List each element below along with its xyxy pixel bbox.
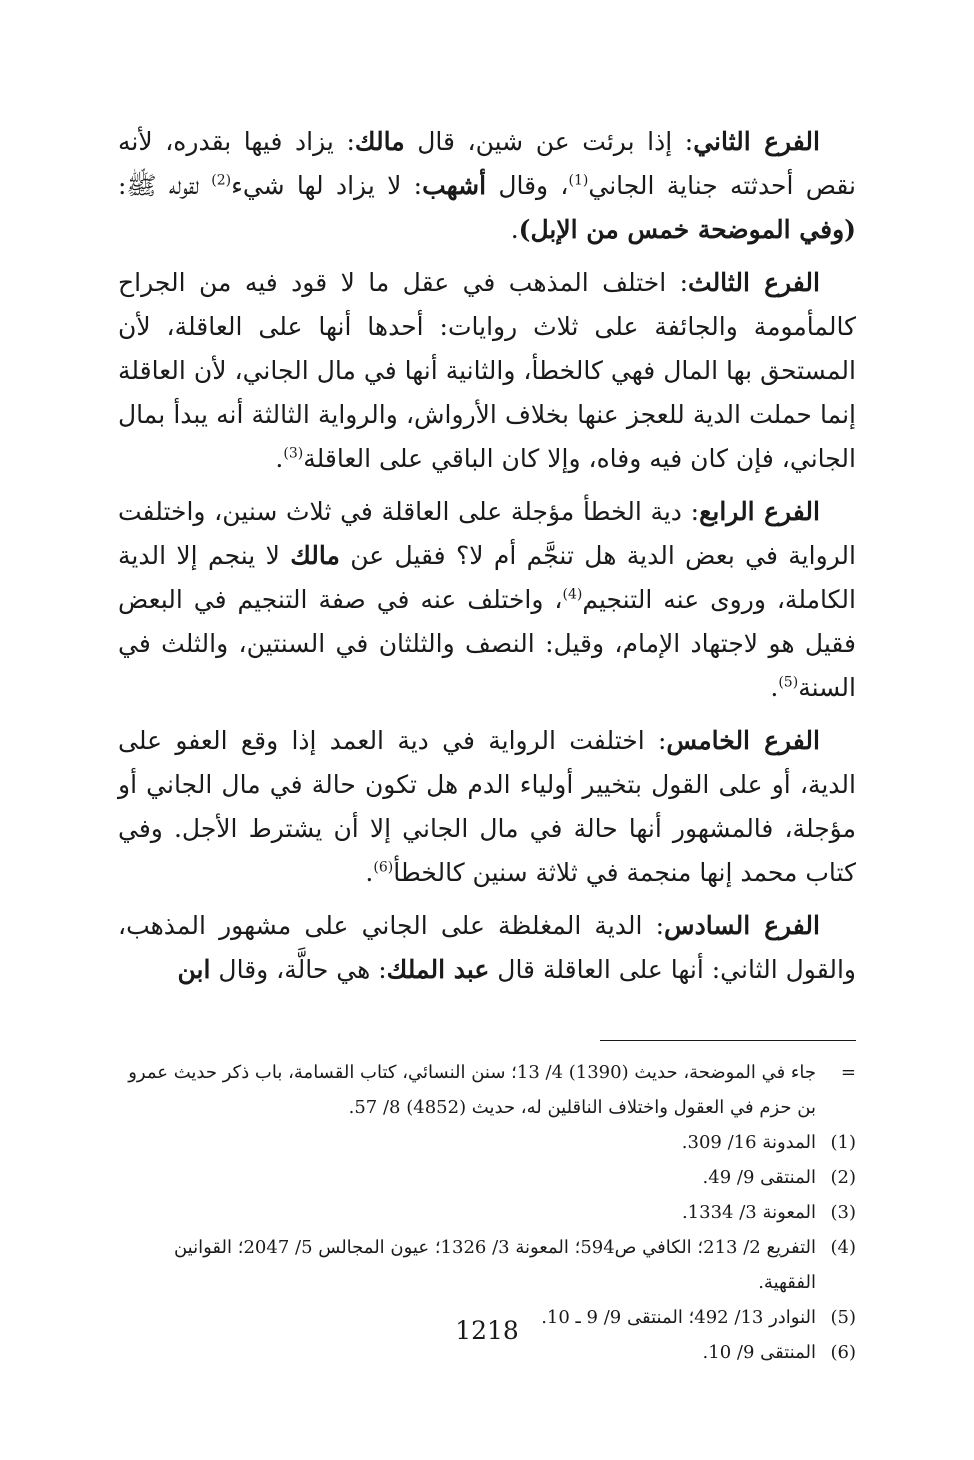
paragraph-text: لقوله ﷺ:	[118, 171, 212, 200]
paragraph-text: : يزاد فيها بقدره، لأنه نقص أحدثته جناية الجاني	[118, 127, 856, 200]
paragraph-text: ، واختلف عنه في صفة التنجيم في البعض فقيل هو لاجتهاد الإمام، وقيل: النصف والثلثان في السنتين، والثلث في السنة	[118, 585, 856, 702]
footnote-reference: (5)	[778, 674, 799, 691]
page-number: 1218	[455, 1316, 519, 1345]
bold-term: أشهب	[422, 171, 487, 200]
footnote-reference: (1)	[568, 172, 589, 189]
main-text	[118, 120, 856, 992]
bold-term: الفرع السادس	[664, 911, 820, 940]
footnote-2	[118, 1160, 856, 1195]
paragraph-3	[118, 490, 856, 710]
paragraph-text: : اختلف المذهب في عقل ما لا قود فيه من الجراح كالمأمومة والجائفة على ثلاث روايات: أحدها أنها على العاقلة، لأن المستحق بها المال فهي كالخطأ، والثانية أنها في مال الجاني، لأن العاقلة إنما حملت الدية للعجز عنها بخلاف الأرواش، والرواية الثالثة أنه يبدأ بمال الجاني، فإن كان فيه وفاه، وإلا كان الباقي على العاقلة	[118, 268, 856, 473]
paragraph-2	[118, 261, 856, 481]
footnote-reference: (3)	[283, 445, 304, 462]
paragraph-text: .	[365, 858, 374, 887]
footnote-text: جاء في الموضحة، حديث (1390) 4/ 13؛ سنن النسائي، كتاب القسامة، باب ذكر حديث عمرو بن حزم في العقول واختلاف الناقلين له، حديث (4852) 8/ 57.	[128, 1062, 816, 1118]
footnote-text: النوادر 13/ 492؛ المنتقى 9/ 9 ـ 10.	[541, 1307, 816, 1328]
paragraph-text: ، وقال	[486, 171, 569, 200]
footnote-text: المدونة 16/ 309.	[681, 1132, 816, 1153]
footnote-text: المنتقى 9/ 49.	[702, 1167, 816, 1188]
footnote-marker: =	[840, 1062, 856, 1083]
bold-term: مالك	[354, 127, 405, 156]
bold-term: مالك	[290, 541, 340, 570]
footnote-divider	[600, 1040, 856, 1041]
paragraph-text: لا ينجم إلا الدية الكاملة، وروى عنه التنجيم	[118, 541, 856, 614]
bold-term: الفرع الخامس	[666, 726, 820, 755]
footnote-reference: (2)	[211, 172, 232, 189]
paragraph-text: : هي حالَّة، وقال	[210, 955, 387, 984]
footnote-text: التفريع 2/ 213؛ الكافي ص594؛ المعونة 3/ 1326؛ عيون المجالس 5/ 2047؛ القوانين الفقهية.	[173, 1237, 816, 1293]
footnote-reference: (6)	[373, 859, 394, 876]
bold-term: الفرع الثالث	[688, 268, 820, 297]
paragraph-text: .	[510, 215, 519, 244]
footnote-text: المنتقى 9/ 10.	[702, 1342, 816, 1363]
paragraph-5	[118, 904, 856, 992]
footnote-4	[118, 1230, 856, 1300]
footnote-text: المعونة 3/ 1334.	[681, 1202, 816, 1223]
paragraph-4	[118, 719, 856, 895]
bold-term: الفرع الثاني	[693, 127, 820, 156]
footnote-3	[118, 1195, 856, 1230]
footnote-1	[118, 1125, 856, 1160]
footnote-reference: (4)	[562, 586, 583, 603]
paragraph-text: .	[275, 444, 284, 473]
bold-term: الفرع الرابع	[699, 497, 820, 526]
bold-term: (وفي الموضحة خمس من الإبل)	[518, 215, 856, 244]
paragraph-text: .	[770, 673, 779, 702]
paragraph-text: : اختلفت الرواية في دية العمد إذا وقع العفو على الدية، أو على القول بتخيير أولياء الدم هل تكون حالة في مال الجاني أو مؤجلة، فالمشهور أنها حالة في مال الجاني إلا أن يشترط الأجل. وفي كتاب محمد إنها منجمة في ثلاثة سنين كالخطأ	[118, 726, 856, 887]
footnote-continuation	[118, 1055, 856, 1125]
paragraph-text: : لا يزاد لها شيء	[231, 171, 423, 200]
bold-term: عبد الملك	[386, 955, 490, 984]
paragraph-text: : الدية المغلظة على الجاني على مشهور المذهب، والقول الثاني: أنها على العاقلة قال	[118, 911, 856, 984]
paragraph-1	[118, 120, 856, 252]
footnote-marker: (4)	[830, 1237, 856, 1258]
footnote-marker: (5)	[830, 1307, 856, 1328]
footnote-marker: (2)	[830, 1167, 856, 1188]
paragraph-text: : إذا برئت عن شين، قال	[404, 127, 694, 156]
footnote-marker: (1)	[830, 1132, 856, 1153]
bold-term: ابن	[177, 955, 211, 984]
footnote-marker: (3)	[830, 1202, 856, 1223]
paragraph-text: : دية الخطأ مؤجلة على العاقلة في ثلاث سنين، واختلفت الرواية في بعض الدية هل تنجَّم أم لا؟ فقيل عن	[118, 497, 856, 570]
footnote-marker: (6)	[830, 1342, 856, 1363]
